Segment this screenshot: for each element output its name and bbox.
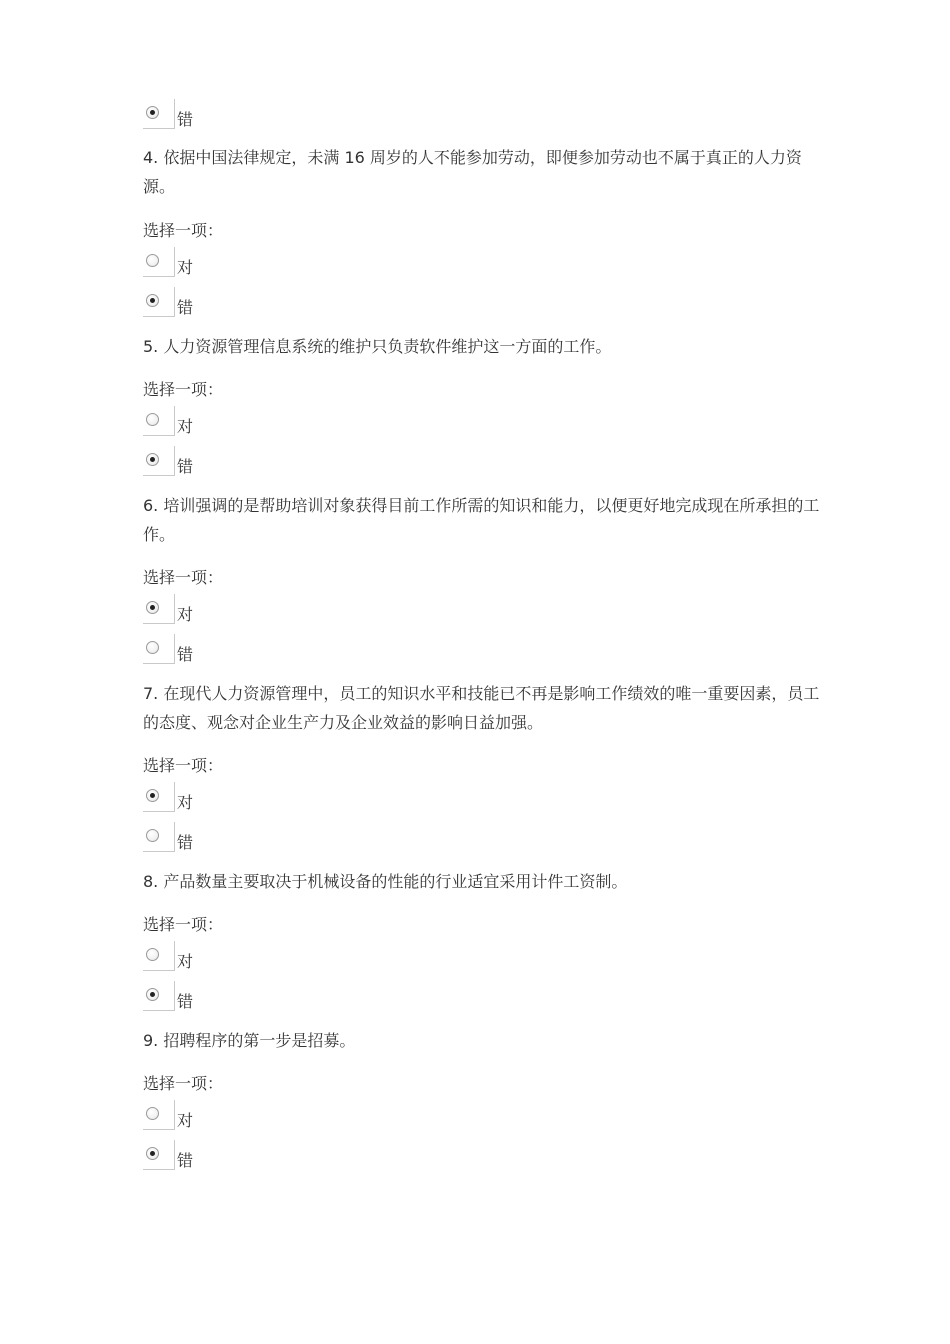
option-label: 错 bbox=[177, 298, 194, 317]
option-label: 错 bbox=[177, 992, 194, 1011]
option-label: 对 bbox=[177, 417, 194, 436]
radio-unselected-icon[interactable] bbox=[146, 413, 159, 426]
question-text: 5. 人力资源管理信息系统的维护只负责软件维护这一方面的工作。 bbox=[143, 337, 612, 356]
q8-option-true[interactable] bbox=[143, 941, 263, 973]
option-label: 错 bbox=[177, 110, 194, 129]
radio-selected-icon[interactable] bbox=[146, 1147, 159, 1160]
q5-option-true[interactable] bbox=[143, 406, 263, 438]
radio-box bbox=[143, 406, 175, 436]
q4-option-false[interactable] bbox=[143, 287, 263, 319]
question-text: 9. 招聘程序的第一步是招募。 bbox=[143, 1031, 356, 1050]
radio-selected-icon[interactable] bbox=[146, 294, 159, 307]
q4-option-true[interactable] bbox=[143, 247, 263, 279]
radio-box bbox=[143, 594, 175, 624]
radio-box bbox=[143, 782, 175, 812]
radio-box bbox=[143, 446, 175, 476]
choose-one-prompt: 选择一项： bbox=[143, 1074, 224, 1093]
radio-box bbox=[143, 822, 175, 852]
q6-option-false[interactable] bbox=[143, 634, 263, 666]
question-text: 7. 在现代人力资源管理中，员工的知识水平和技能已不再是影响工作绩效的唯一重要因素，员工的态度、观念对企业生产力及企业效益的影响日益加强。 bbox=[143, 684, 820, 732]
choose-one-prompt: 选择一项： bbox=[143, 915, 224, 934]
q6-option-true[interactable] bbox=[143, 594, 263, 626]
radio-unselected-icon[interactable] bbox=[146, 1107, 159, 1120]
radio-selected-icon[interactable] bbox=[146, 988, 159, 1001]
q9-option-true[interactable] bbox=[143, 1100, 263, 1132]
q9-option-false[interactable] bbox=[143, 1140, 263, 1172]
question-text: 4. 依据中国法律规定，未满 16 周岁的人不能参加劳动，即便参加劳动也不属于真正的人力资源。 bbox=[143, 148, 802, 196]
choose-one-prompt: 选择一项： bbox=[143, 221, 224, 240]
option-label: 对 bbox=[177, 1111, 194, 1130]
radio-unselected-icon[interactable] bbox=[146, 641, 159, 654]
radio-unselected-icon[interactable] bbox=[146, 254, 159, 267]
radio-selected-icon[interactable] bbox=[146, 453, 159, 466]
option-label: 错 bbox=[177, 1151, 194, 1170]
radio-selected-icon[interactable] bbox=[146, 106, 159, 119]
choose-one-prompt: 选择一项： bbox=[143, 380, 224, 399]
question-text: 6. 培训强调的是帮助培训对象获得目前工作所需的知识和能力，以便更好地完成现在所承担的工作。 bbox=[143, 496, 820, 544]
q5-option-false[interactable] bbox=[143, 446, 263, 478]
radio-box bbox=[143, 941, 175, 971]
radio-unselected-icon[interactable] bbox=[146, 948, 159, 961]
radio-box bbox=[143, 981, 175, 1011]
choose-one-prompt: 选择一项： bbox=[143, 568, 224, 587]
q7-option-true[interactable] bbox=[143, 782, 263, 814]
option-label: 对 bbox=[177, 952, 194, 971]
option-label: 对 bbox=[177, 605, 194, 624]
option-label: 对 bbox=[177, 793, 194, 812]
option-label: 错 bbox=[177, 457, 194, 476]
radio-selected-icon[interactable] bbox=[146, 789, 159, 802]
option-label: 错 bbox=[177, 645, 194, 664]
q7-option-false[interactable] bbox=[143, 822, 263, 854]
choose-one-prompt: 选择一项： bbox=[143, 756, 224, 775]
radio-box bbox=[143, 99, 175, 129]
radio-box bbox=[143, 247, 175, 277]
radio-box bbox=[143, 1140, 175, 1170]
q3-option-false[interactable] bbox=[143, 99, 263, 131]
radio-selected-icon[interactable] bbox=[146, 601, 159, 614]
radio-box bbox=[143, 1100, 175, 1130]
radio-box bbox=[143, 287, 175, 317]
radio-box bbox=[143, 634, 175, 664]
radio-unselected-icon[interactable] bbox=[146, 829, 159, 842]
question-text: 8. 产品数量主要取决于机械设备的性能的行业适宜采用计件工资制。 bbox=[143, 872, 628, 891]
q8-option-false[interactable] bbox=[143, 981, 263, 1013]
option-label: 对 bbox=[177, 258, 194, 277]
option-label: 错 bbox=[177, 833, 194, 852]
